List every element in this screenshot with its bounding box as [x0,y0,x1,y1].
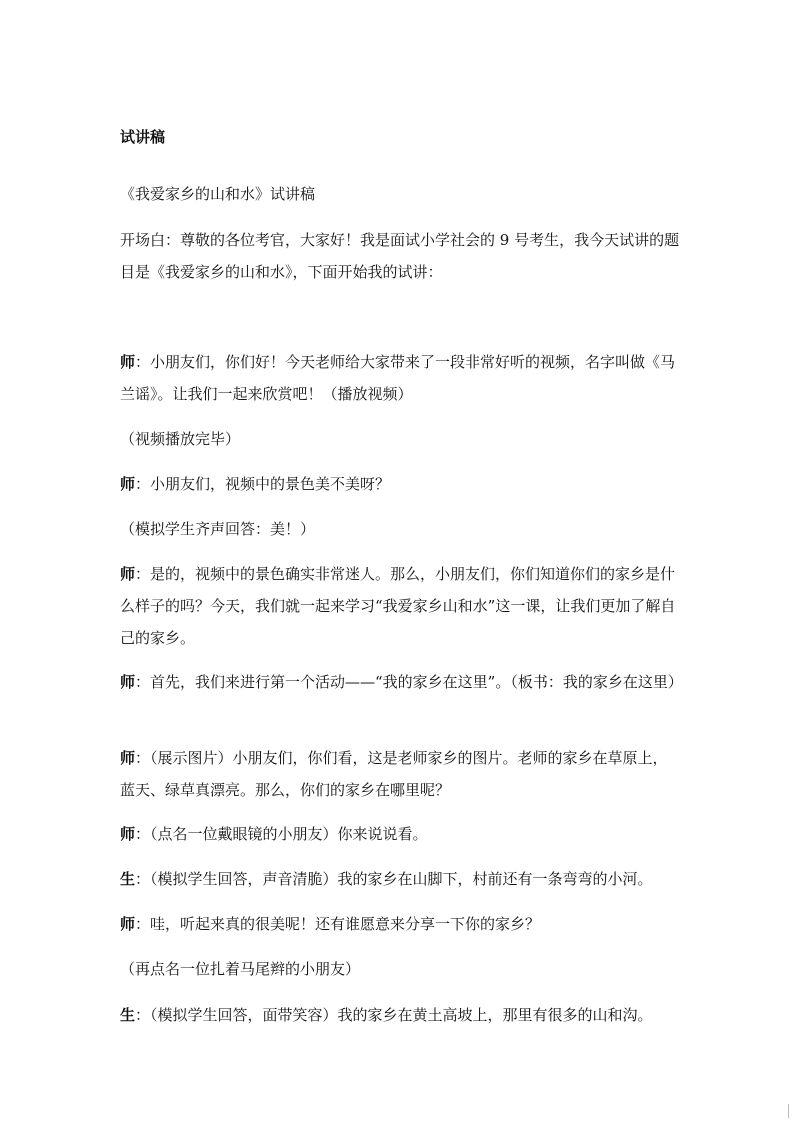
speaker-label: 生 [120,1006,136,1024]
paragraph-text: （视频播放完毕） [120,430,241,448]
paragraph-text: ：是的，视频中的景色确实非常迷人。那么，小朋友们，你们知道你们的家乡是什么样子的吗？今天，我们就一起来学习“我爱家乡山和水”这一课，让我们更加了解自己的家乡。 [120,565,676,647]
document-subtitle: 《我爱家乡的山和水》试讲稿 [120,185,316,203]
paragraph-text: ：首先，我们来进行第一个活动——“我的家乡在这里”。（板书：我的家乡在这里） [135,673,683,691]
speaker-label: 师 [120,475,136,493]
paragraph-8 [120,818,680,850]
speaker-label: 师 [120,749,136,767]
paragraph-4 [120,513,680,545]
paragraph-5 [120,558,680,654]
paragraph-6 [120,666,683,698]
paragraph-text: ：（模拟学生回答，面带笑容）我的家乡在黄土高坡上，那里有很多的山和沟。 [135,1006,653,1024]
paragraph-text: ：哇，听起来真的很美呢！还有谁愿意来分享一下你的家乡？ [135,915,541,933]
page-corner-mark [788,1104,789,1118]
speaker-label: 师 [120,825,136,843]
paragraph-text: ：（模拟学生回答，声音清脆）我的家乡在山脚下，村前还有一条弯弯的小河。 [135,870,653,888]
speaker-label: 师 [120,565,136,583]
opening-paragraph: 开场白：尊敬的各位考官，大家好！我是面试小学社会的 9 号考生，我今天试讲的题目是《我爱家乡的山和水》，下面开始我的试讲： [120,231,680,281]
paragraph-12 [120,999,700,1031]
paragraph-7 [120,742,680,806]
paragraph-11 [120,953,680,985]
paragraph-2 [120,423,680,455]
paragraph-3 [120,468,680,500]
paragraph-text: （再点名一位扎着马尾辫的小朋友） [120,960,361,978]
paragraph-text: ：小朋友们，视频中的景色美不美呀？ [135,475,391,493]
paragraph-text: （模拟学生齐声回答：美！） [120,520,316,538]
paragraph-text: ：（点名一位戴眼镜的小朋友）你来说说看。 [135,825,428,843]
speaker-label: 生 [120,870,136,888]
paragraph-text: ：小朋友们，你们好！今天老师给大家带来了一段非常好听的视频，名字叫做《马兰谣》。让我们一起来欣赏吧！（播放视频） [120,353,676,403]
speaker-label: 师 [120,673,136,691]
document-heading: 试讲稿 [120,128,166,146]
speaker-label: 师 [120,353,136,371]
paragraph-9 [120,863,700,895]
paragraph-10 [120,908,680,940]
paragraph-1 [120,346,680,410]
paragraph-text: ：（展示图片）小朋友们，你们看，这是老师家乡的图片。老师的家乡在草原上，蓝天、绿草真漂亮。那么，你们的家乡在哪里呢？ [120,749,668,799]
speaker-label: 师 [120,915,136,933]
